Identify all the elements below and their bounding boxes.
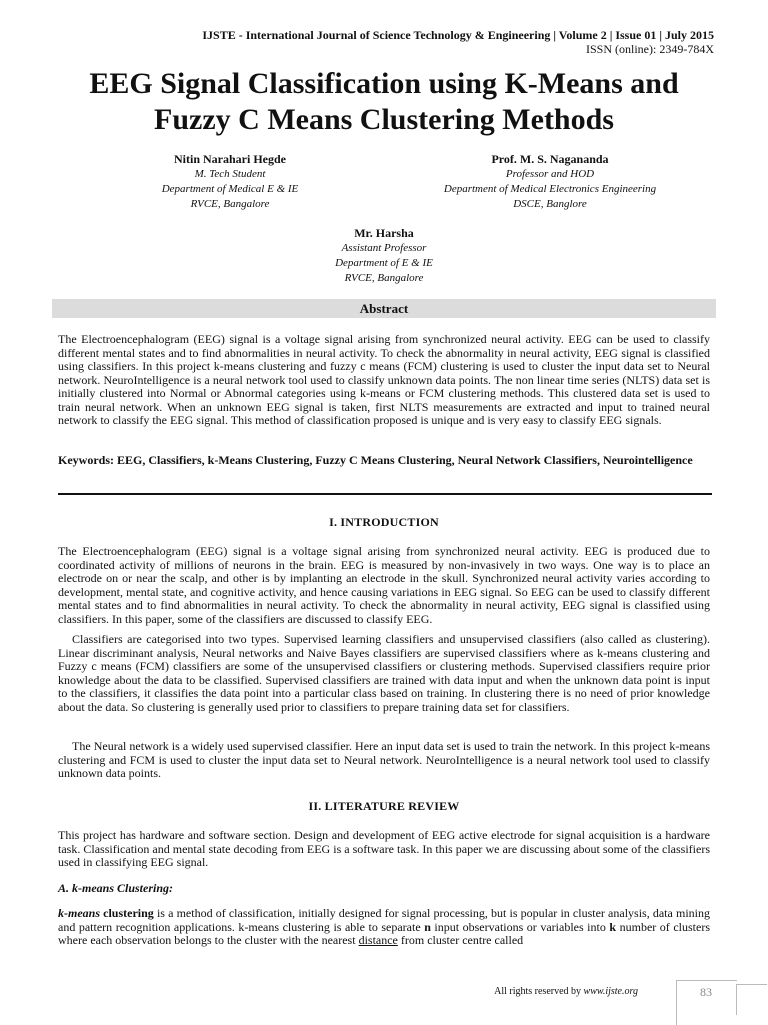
issn: ISSN (online): 2349-784X — [586, 42, 714, 56]
author-3 — [284, 226, 484, 286]
abstract-text: The Electroencephalogram (EEG) signal is a voltage signal arising from synchronized neural activity. EEG can be used to classify different mental states and to find abnormalities in neural activity. To check the abnormality in neural activity, EEG signal is classified using classifiers. In this project k-means clustering and fuzzy c means (FCM) clustering is used to cluster the input data set to Neural network. NeuroIntelligence is a neural network tool used to classify unknown data points. The non linear time series (NLTS) data set is initially clustered into Normal or Abnormal categories using k-means or FCM clustering methods. This clustered data set is used to train neural network. When an unknown EEG signal is taken, first NLTS measurements are extracted and input to trained neural network to classify the EEG signal. This method of classification proposed is unique and is very easy to classify EEG signals. — [58, 332, 710, 427]
author-dept: Department of E & IE — [335, 257, 433, 269]
paper-title — [0, 66, 768, 138]
author-inst: RVCE, Bangalore — [190, 198, 270, 210]
title-line-1: EEG Signal Classification using K-Means and — [89, 67, 679, 100]
journal-header — [202, 28, 714, 56]
section-heading-introduction: I. INTRODUCTION — [329, 515, 439, 529]
kmeans-text-1: is a method of classification, initially designed for signal processing, but is popular in cluster analysis, data mining and pattern recognition applications. k-means clustering is able to separate — [58, 906, 710, 934]
author-1 — [110, 152, 350, 212]
footer-site-link[interactable]: www.ijste.org — [583, 986, 638, 997]
kmeans-text-2: input observations or variables into — [430, 919, 610, 934]
journal-name: IJSTE - International Journal of Science Technology & Engineering | Volume 2 | Issue 01 | July 2015 — [202, 28, 714, 42]
distance-link[interactable]: distance — [358, 933, 398, 947]
page-number: 83 — [700, 985, 712, 999]
literature-paragraph-1: This project has hardware and software section. Design and development of EEG active electrode for signal acquisition is a hardware task. Classification and mental state decoding from EEG is a software task. In this paper we are discussing about some of the classifiers used in classifying EEG signal. — [58, 828, 710, 869]
author-name: Nitin Narahari Hegde — [174, 152, 286, 166]
kmeans-text-4: from cluster centre called — [397, 933, 524, 947]
subsection-heading-kmeans: A. k-means Clustering: — [58, 881, 174, 895]
clustering-term: clustering — [100, 906, 154, 920]
kmeans-paragraph — [58, 907, 710, 948]
author-inst: RVCE, Bangalore — [344, 272, 424, 284]
author-role: M. Tech Student — [194, 168, 266, 180]
variable-n: n — [424, 919, 431, 934]
abstract-heading: Abstract — [52, 299, 716, 318]
kmeans-term: k-means — [58, 906, 100, 920]
author-role: Assistant Professor — [341, 242, 427, 254]
author-role: Professor and HOD — [505, 168, 595, 180]
footer-rights — [494, 986, 638, 997]
author-2 — [410, 152, 690, 212]
section-heading-literature-review: II. LITERATURE REVIEW — [308, 799, 460, 813]
keywords: Keywords: EEG, Classifiers, k-Means Clustering, Fuzzy C Means Clustering, Neural Network Classifiers, Neurointelligence — [58, 453, 693, 467]
variable-k: k — [609, 919, 617, 934]
author-name: Mr. Harsha — [354, 226, 414, 240]
kmeans-text-3: number of clusters where each observation belongs to the cluster with the nearest — [58, 919, 710, 947]
page-corner — [736, 984, 767, 1015]
author-name: Prof. M. S. Naganandа — [491, 152, 609, 166]
author-dept: Department of Medical Electronics Engineering — [443, 183, 657, 195]
intro-paragraph-2: Classifiers are categorised into two types. Supervised learning classifiers and unsupervised classifiers (also called as clustering). Linear discriminant analysis, Neural networks and Naive Bayes classifiers are supervised classifiers where as k-means clustering and Fuzzy c means (FCM) classifiers are some of the unsupervised classifiers or clustering methods. Supervised classifiers require prior knowledge about the data to be classified. Supervised classifiers are trained with data input and when the unknown data point is input to the classifiers, it classifies the data point into a particular class based on training. In clustering there is no need of prior knowledge about the data. So clustering is generally used prior to classifiers to prepare training data set for classifiers. — [58, 632, 710, 714]
intro-paragraph-1: The Electroencephalogram (EEG) signal is a voltage signal arising from synchronized neural activity. EEG is produced due to coordinated activity of millions of neurons in the brain. EEG is measured by non-invasively in two ways. One way is to place an electrode on or near the scalp, and other is by implanting an electrode in the skull. Synchronized neural activity varies according to development, mental state, and cognitive activity, and hence causing variations in EEG signal. So EEG can be used to classify different mental states and to find abnormalities in neural activity. To check the abnormality in neural activity, EEG signal is classified using classifiers. In this paper, some of the classifiers are discussed to classify EEG. — [58, 544, 710, 626]
title-line-2: Fuzzy C Means Clustering Methods — [154, 103, 614, 136]
divider — [58, 493, 712, 495]
intro-paragraph-3: The Neural network is a widely used supervised classifier. Here an input data set is used to train the network. In this project k-means clustering and FCM is used to cluster the input data set to Neural network. NeuroIntelligence is a neural network tool used to classify unknown data points. — [58, 739, 710, 780]
author-dept: Department of Medical E & IE — [161, 183, 299, 195]
footer-rights-label: All rights reserved by — [494, 986, 584, 997]
author-inst: DSCE, Banglore — [513, 198, 587, 210]
